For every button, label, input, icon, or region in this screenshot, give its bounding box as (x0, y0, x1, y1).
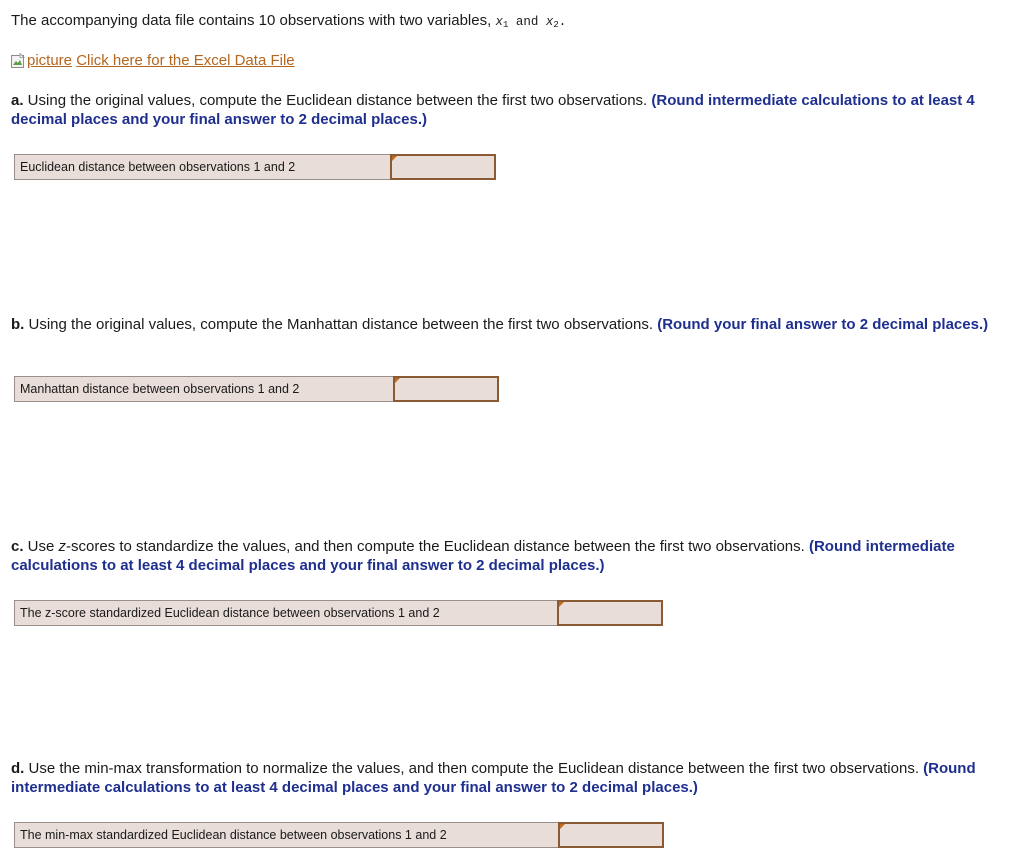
question-c-text-pre: Use (23, 538, 59, 555)
intro-text (11, 12, 566, 30)
question-c-text-italic: z (58, 538, 67, 555)
question-b-letter: b. (11, 316, 25, 333)
question-a-letter: a. (11, 92, 24, 109)
variable-x2 (546, 15, 559, 29)
answer-a-label: Euclidean distance between observations 1 and 2 (14, 154, 390, 180)
variable-x1-symbol: x (495, 15, 503, 29)
question-c (11, 537, 1011, 575)
answer-b-label: Manhattan distance between observations 1 and 2 (14, 376, 393, 402)
question-b (11, 315, 1011, 334)
variable-x1-subscript: 1 (502, 20, 509, 30)
answer-c-input[interactable] (559, 602, 661, 624)
answer-row-a (14, 154, 496, 180)
broken-image-icon (11, 53, 25, 69)
answer-a-input[interactable] (392, 156, 494, 178)
answer-d-input[interactable] (560, 824, 662, 846)
excel-data-file-link[interactable] (11, 52, 295, 69)
intro-conjunction: and (508, 15, 546, 29)
answer-c-input-box[interactable] (557, 600, 663, 626)
question-b-hint: (Round your final answer to 2 decimal places.) (657, 316, 989, 333)
question-a-text: Using the original values, compute the Euclidean distance between the first two observations. (23, 92, 652, 109)
excel-link-alt-text[interactable]: picture (27, 52, 73, 69)
answer-a-input-box[interactable] (390, 154, 496, 180)
question-c-hint: (Round intermediate calculations to at least 4 decimal places and your final answer to 2 decimal places.) (11, 538, 955, 574)
answer-row-b (14, 376, 499, 402)
question-c-text-post: -scores to standardize the values, and then compute the Euclidean distance between the first two observations. (66, 538, 809, 555)
question-c-letter: c. (11, 538, 24, 555)
answer-d-input-box[interactable] (558, 822, 664, 848)
answer-b-input[interactable] (395, 378, 497, 400)
excel-link-label[interactable]: Click here for the Excel Data File (76, 52, 295, 69)
question-d (11, 759, 1011, 797)
intro-period: . (558, 15, 567, 29)
answer-row-d (14, 822, 664, 848)
variable-x2-subscript: 2 (553, 20, 559, 30)
answer-b-input-box[interactable] (393, 376, 499, 402)
answer-d-label: The min-max standardized Euclidean distance between observations 1 and 2 (14, 822, 558, 848)
question-d-text: Use the min-max transformation to normalize the values, and then compute the Euclidean distance between the first two observations. (24, 760, 924, 777)
variable-x2-symbol: x (545, 15, 554, 29)
answer-row-c (14, 600, 663, 626)
question-b-text: Using the original values, compute the Manhattan distance between the first two observations. (24, 316, 658, 333)
question-a (11, 91, 1011, 129)
question-d-hint: (Round intermediate calculations to at least 4 decimal places and your final answer to 2 decimal places.) (11, 760, 976, 796)
question-a-hint: (Round intermediate calculations to at least 4 decimal places and your final answer to 2 decimal places.) (11, 92, 975, 128)
answer-c-label: The z-score standardized Euclidean distance between observations 1 and 2 (14, 600, 557, 626)
question-d-letter: d. (11, 760, 25, 777)
intro-sentence: The accompanying data file contains 10 observations with two variables, (11, 12, 496, 29)
variable-x1 (495, 15, 508, 29)
